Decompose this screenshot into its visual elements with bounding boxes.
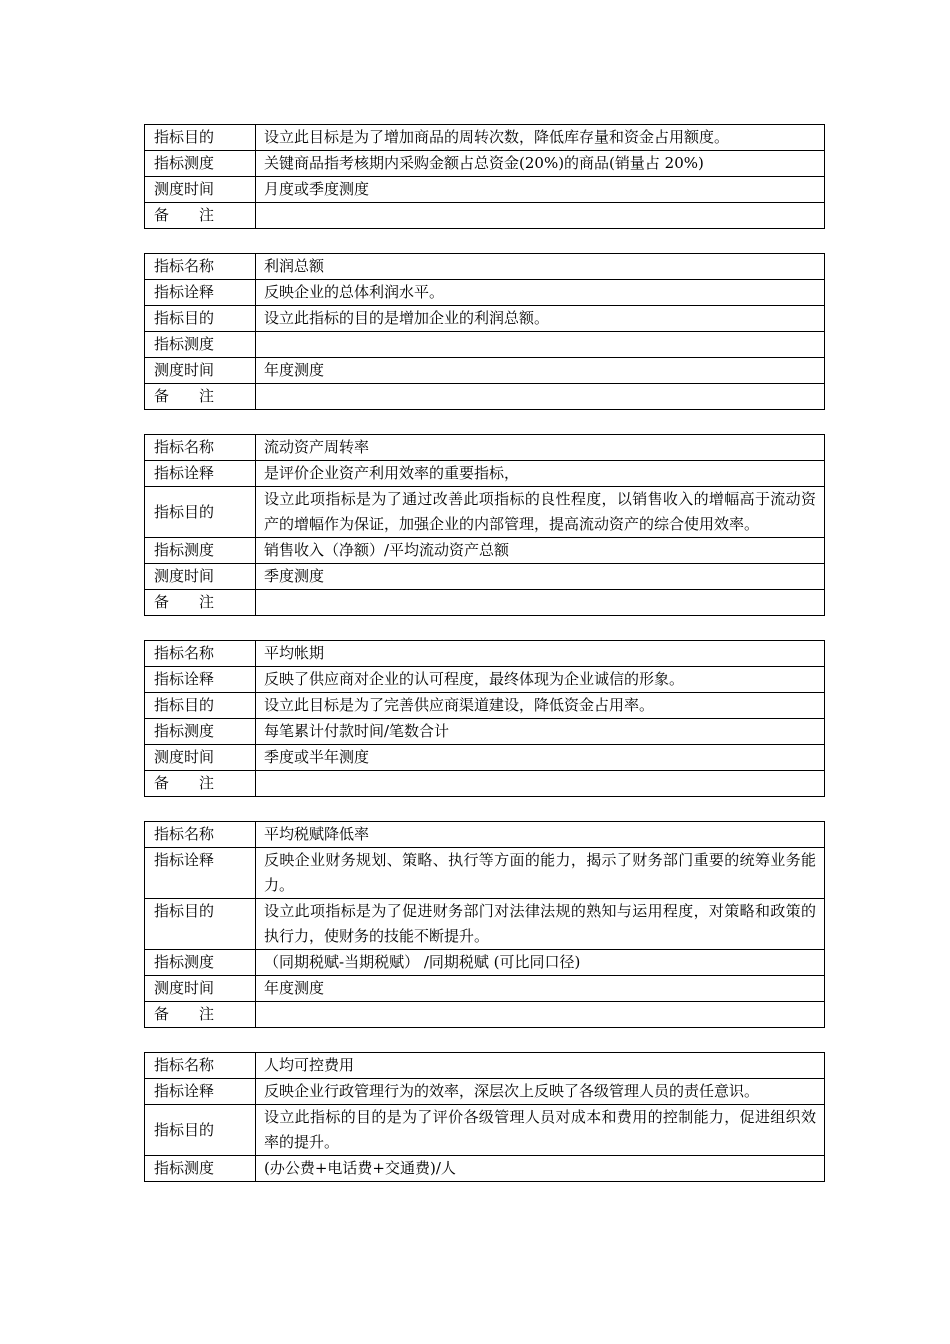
row-value: 设立此目标是为了增加商品的周转次数，降低库存量和资金占用额度。 xyxy=(256,125,825,151)
table-row xyxy=(145,538,825,564)
row-label: 测度时间 xyxy=(145,976,256,1002)
row-label: 指标目的 xyxy=(145,899,256,950)
table-row xyxy=(145,745,825,771)
row-value xyxy=(256,1002,825,1028)
table-row xyxy=(145,306,825,332)
row-label: 指标目的 xyxy=(145,306,256,332)
row-label: 备 注 xyxy=(145,384,256,410)
row-label: 测度时间 xyxy=(145,358,256,384)
row-value: 反映企业行政管理行为的效率，深层次上反映了各级管理人员的责任意识。 xyxy=(256,1079,825,1105)
row-label: 指标名称 xyxy=(145,822,256,848)
table-row xyxy=(145,384,825,410)
row-value: 反映企业财务规划、策略、执行等方面的能力，揭示了财务部门重要的统筹业务能力。 xyxy=(256,848,825,899)
table-row xyxy=(145,1156,825,1182)
row-label: 指标测度 xyxy=(145,950,256,976)
table-row xyxy=(145,590,825,616)
row-value: 设立此项指标是为了通过改善此项指标的良性程度，以销售收入的增幅高于流动资产的增幅作为保证，加强企业的内部管理，提高流动资产的综合使用效率。 xyxy=(256,487,825,538)
row-label: 指标目的 xyxy=(145,125,256,151)
row-label: 指标名称 xyxy=(145,641,256,667)
row-label: 指标名称 xyxy=(145,1053,256,1079)
kpi-table-controllable-cost-per-capita xyxy=(144,1052,825,1182)
table-row xyxy=(145,848,825,899)
row-label: 指标测度 xyxy=(145,719,256,745)
row-value: 反映企业的总体利润水平。 xyxy=(256,280,825,306)
row-value: 设立此目标是为了完善供应商渠道建设，降低资金占用率。 xyxy=(256,693,825,719)
row-label: 指标诠释 xyxy=(145,667,256,693)
kpi-table-average-payment-period xyxy=(144,640,825,797)
row-label: 指标目的 xyxy=(145,487,256,538)
kpi-table-tax-reduction-rate xyxy=(144,821,825,1028)
table-row xyxy=(145,693,825,719)
table-row xyxy=(145,564,825,590)
table-row xyxy=(145,125,825,151)
row-value xyxy=(256,590,825,616)
row-value: 流动资产周转率 xyxy=(256,435,825,461)
row-value: 年度测度 xyxy=(256,358,825,384)
table-row xyxy=(145,950,825,976)
table-row xyxy=(145,151,825,177)
table-row xyxy=(145,332,825,358)
table-row xyxy=(145,203,825,229)
table-row xyxy=(145,254,825,280)
row-value: 利润总额 xyxy=(256,254,825,280)
row-value: 月度或季度测度 xyxy=(256,177,825,203)
row-value: （同期税赋-当期税赋） /同期税赋 (可比同口径) xyxy=(256,950,825,976)
row-label: 指标测度 xyxy=(145,332,256,358)
row-value: 平均帐期 xyxy=(256,641,825,667)
row-label: 指标诠释 xyxy=(145,461,256,487)
kpi-table-current-asset-turnover xyxy=(144,434,825,616)
table-row xyxy=(145,280,825,306)
table-row xyxy=(145,976,825,1002)
row-label: 备 注 xyxy=(145,203,256,229)
kpi-table-turnover xyxy=(144,124,825,229)
table-row xyxy=(145,1079,825,1105)
table-row xyxy=(145,435,825,461)
row-value: 关键商品指考核期内采购金额占总资金(20%)的商品(销量占 20%) xyxy=(256,151,825,177)
row-value: 季度测度 xyxy=(256,564,825,590)
row-value xyxy=(256,203,825,229)
table-row xyxy=(145,358,825,384)
row-value: 设立此项指标是为了促进财务部门对法律法规的熟知与运用程度，对策略和政策的执行力，使财务的技能不断提升。 xyxy=(256,899,825,950)
table-row xyxy=(145,1105,825,1156)
row-value: 设立此指标的目的是为了评价各级管理人员对成本和费用的控制能力，促进组织效率的提升。 xyxy=(256,1105,825,1156)
row-label: 测度时间 xyxy=(145,745,256,771)
row-value xyxy=(256,332,825,358)
document-page xyxy=(144,124,825,1182)
row-value xyxy=(256,771,825,797)
table-row xyxy=(145,771,825,797)
table-row xyxy=(145,1002,825,1028)
table-row xyxy=(145,899,825,950)
row-label: 备 注 xyxy=(145,1002,256,1028)
row-label: 指标名称 xyxy=(145,435,256,461)
row-label: 指标测度 xyxy=(145,538,256,564)
row-label: 测度时间 xyxy=(145,564,256,590)
row-value: 年度测度 xyxy=(256,976,825,1002)
row-value: 设立此指标的目的是增加企业的利润总额。 xyxy=(256,306,825,332)
row-label: 测度时间 xyxy=(145,177,256,203)
row-value: 每笔累计付款时间/笔数合计 xyxy=(256,719,825,745)
row-label: 指标目的 xyxy=(145,1105,256,1156)
table-row xyxy=(145,822,825,848)
row-value: 销售收入（净额）/平均流动资产总额 xyxy=(256,538,825,564)
table-row xyxy=(145,461,825,487)
row-value: (办公费+电话费+交通费)/人 xyxy=(256,1156,825,1182)
row-label: 指标诠释 xyxy=(145,848,256,899)
row-label: 指标目的 xyxy=(145,693,256,719)
row-label: 备 注 xyxy=(145,590,256,616)
kpi-table-total-profit xyxy=(144,253,825,410)
table-row xyxy=(145,667,825,693)
table-row xyxy=(145,1053,825,1079)
row-value xyxy=(256,384,825,410)
table-row xyxy=(145,641,825,667)
row-label: 指标测度 xyxy=(145,1156,256,1182)
row-label: 指标诠释 xyxy=(145,1079,256,1105)
row-label: 指标名称 xyxy=(145,254,256,280)
row-label: 备 注 xyxy=(145,771,256,797)
row-value: 季度或半年测度 xyxy=(256,745,825,771)
row-label: 指标测度 xyxy=(145,151,256,177)
row-value: 反映了供应商对企业的认可程度，最终体现为企业诚信的形象。 xyxy=(256,667,825,693)
table-row xyxy=(145,177,825,203)
row-label: 指标诠释 xyxy=(145,280,256,306)
row-value: 平均税赋降低率 xyxy=(256,822,825,848)
row-value: 是评价企业资产利用效率的重要指标， xyxy=(256,461,825,487)
table-row xyxy=(145,719,825,745)
row-value: 人均可控费用 xyxy=(256,1053,825,1079)
table-row xyxy=(145,487,825,538)
